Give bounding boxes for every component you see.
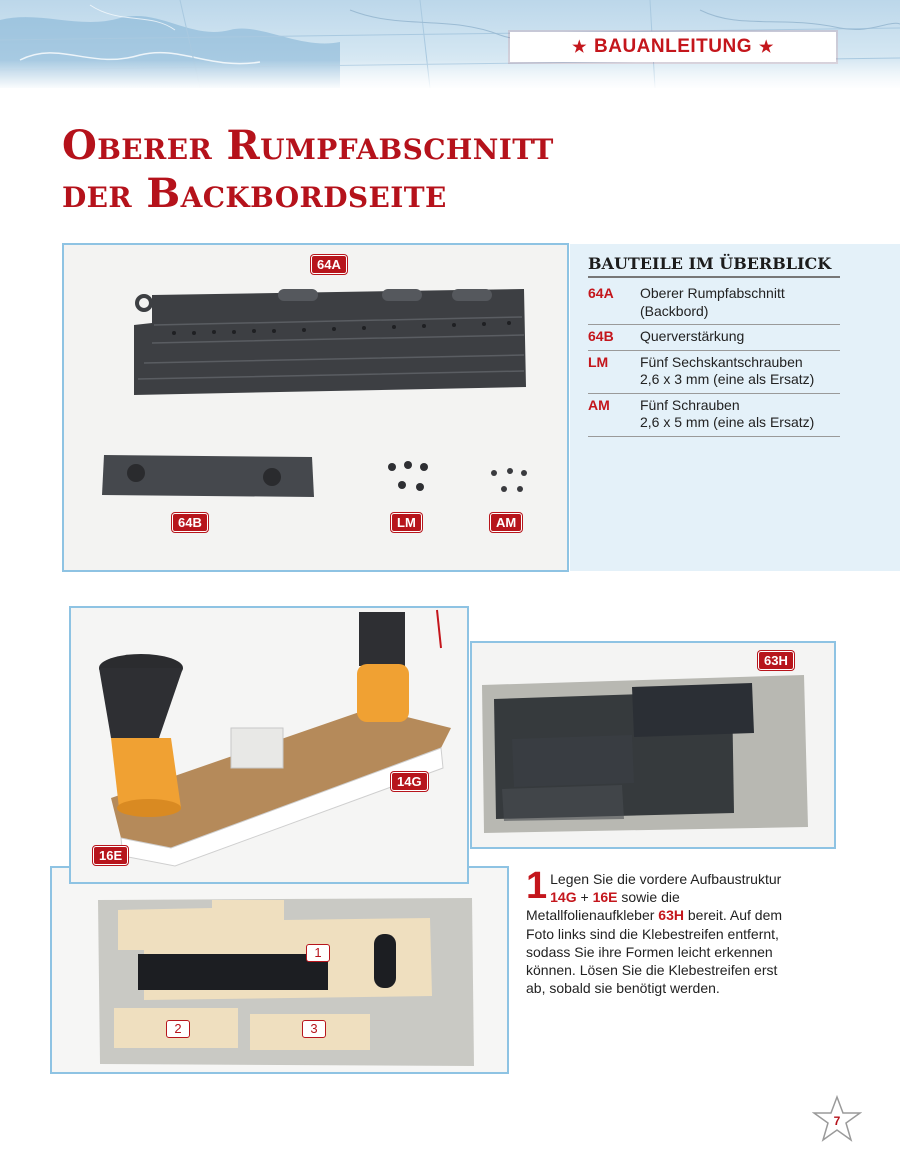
superstructure-photo [69,606,469,884]
foil-sticker-photo [470,641,836,849]
part-code: 64B [588,328,614,344]
part-code: 64A [588,285,614,301]
star-icon: ★ [759,39,774,56]
sticker-layout-photo [50,866,509,1074]
part-row-lm [588,351,840,394]
map-fade [0,60,900,88]
part-row-64a [588,282,840,325]
superstructure-illustration [71,608,467,882]
step-number: 1 [526,865,548,907]
label-64a: 64A [311,255,347,274]
step-1-instructions: 1 Legen Sie die vordere Aufbaustruktur 14G + 16E sowie die Metallfolienaufkleber 63H bereit. Auf dem Foto links sind die Klebestreifen entfernt, sodass Sie ihre Formen leicht erkennen können. Lösen Sie die Klebestreifen erst ab, sobald sie benötigt werden. [526,865,783,997]
part-row-am [588,394,840,437]
part-code: AM [588,396,610,413]
parts-photo [62,243,569,572]
part-ref-16e: 16E [592,889,618,906]
parts-heading: BAUTEILE IM ÜBERBLICK [588,254,840,278]
sticker-number-1: 1 [306,944,330,962]
page-title [62,122,554,218]
parts-list [588,282,840,437]
sticker-number-2: 2 [166,1020,190,1038]
part-description: Oberer Rumpfabschnitt (Backbord) [640,285,785,319]
page-title-line-1: Oberer Rumpfabschnitt [62,122,554,169]
foil-sticker-illustration [472,643,834,847]
part-code: LM [588,353,609,370]
label-63h: 63H [758,651,794,670]
sticker-number-3: 3 [302,1020,326,1038]
part-description: Querverstärkung [640,328,745,344]
label-am: AM [490,513,522,532]
section-banner [510,32,836,62]
sticker-layout-illustration [52,868,507,1072]
star-icon: ★ [572,39,587,56]
label-lm: LM [391,513,422,532]
label-64b: 64B [172,513,208,532]
page-title-line-2: der Backbordseite [62,170,447,217]
part-ref-14g: 14G [550,889,577,906]
label-16e: 16E [93,846,128,865]
part-row-64b [588,325,840,351]
part-ref-63h: 63H [658,907,684,924]
parts-overview [570,244,900,571]
part-description: Fünf Schrauben 2,6 x 5 mm (eine als Ersatz) [640,396,815,430]
page-number: 7 [833,1114,841,1128]
section-label: BAUANLEITUNG [594,36,752,57]
label-14g: 14G [391,772,428,791]
part-description: Fünf Sechskantschrauben 2,6 x 3 mm (eine als Ersatz) [640,353,815,387]
